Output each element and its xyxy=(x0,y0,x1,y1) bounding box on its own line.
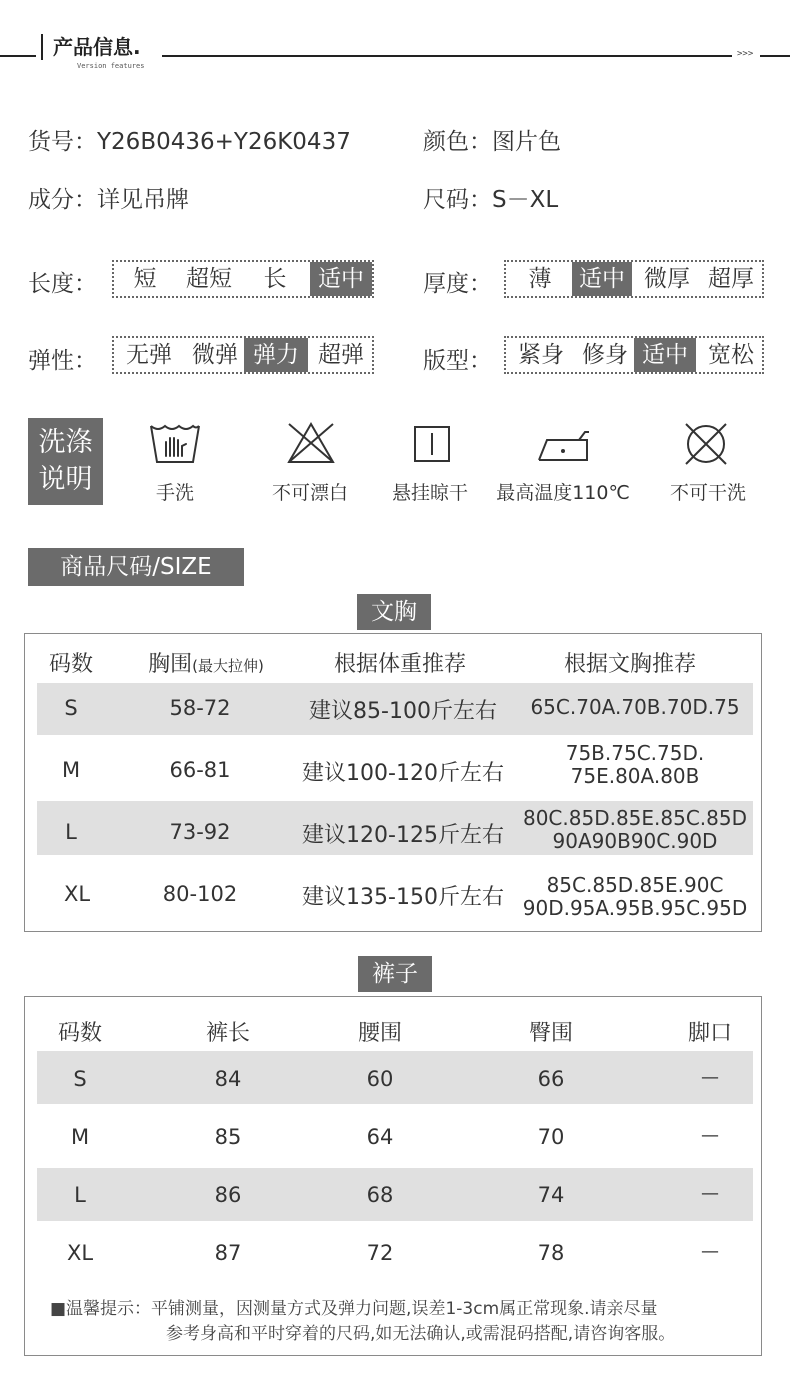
pants-row-s-waist: 60 xyxy=(366,1067,394,1091)
pants-row-l-waist: 68 xyxy=(366,1183,394,1207)
bra-row-l-bra-line2: 90A90B90C.90D xyxy=(552,829,718,853)
bra-table-title: 文胸 xyxy=(357,594,431,630)
length-option-long: 长 xyxy=(263,266,287,292)
elasticity-option-none: 无弹 xyxy=(126,342,172,368)
header-rule-left xyxy=(0,55,36,57)
fit-option-slim: 修身 xyxy=(582,342,628,368)
bra-row-l-chest: 73-92 xyxy=(169,820,231,844)
bra-header-chest-note: (最大拉伸) xyxy=(192,657,264,675)
bra-row-s-chest: 58-72 xyxy=(169,696,231,720)
material-info: 成分：详见吊牌 xyxy=(28,187,189,213)
elasticity-option-slight: 微弹 xyxy=(192,342,238,368)
bra-row-s-bra: 65C.70A.70B.70D.75 xyxy=(530,695,740,719)
pants-row-l-hip: 74 xyxy=(537,1183,565,1207)
bra-row-m-bra-line1: 75B.75C.75D. xyxy=(565,741,705,765)
header-arrows: >>> xyxy=(737,49,754,59)
bra-row-xl-chest: 80-102 xyxy=(162,882,238,906)
pants-header-hip: 臀围 xyxy=(528,1021,573,1046)
thickness-option-medium-selected: 适中 xyxy=(572,262,632,296)
bra-row-s-weight: 建议85-100斤左右 xyxy=(309,699,497,724)
thickness-options xyxy=(504,260,764,298)
iron-110-icon xyxy=(535,428,591,464)
bra-row-l-size: L xyxy=(65,820,77,844)
elasticity-option-super: 超弹 xyxy=(318,342,364,368)
no-dry-clean-icon xyxy=(682,420,730,468)
thickness-label: 厚度： xyxy=(423,271,492,297)
fit-option-tight: 紧身 xyxy=(518,342,564,368)
elasticity-option-elastic-selected: 弹力 xyxy=(244,338,308,372)
elasticity-label: 弹性： xyxy=(28,348,97,374)
thickness-option-thin: 薄 xyxy=(528,266,552,292)
thickness-option-extra-thick: 超厚 xyxy=(708,266,754,292)
item-number: 货号：Y26B0436+Y26K0437 xyxy=(28,129,351,155)
bra-row-l-weight: 建议120-125斤左右 xyxy=(302,823,504,848)
header-rule-right xyxy=(162,55,732,57)
fit-option-regular-selected: 适中 xyxy=(634,338,696,372)
no-bleach-label: 不可漂白 xyxy=(271,482,348,504)
page-title: 产品信息. xyxy=(53,35,141,59)
pants-row-xl-waist: 72 xyxy=(366,1241,394,1265)
pants-row-l-size: L xyxy=(74,1183,86,1207)
header-rule-end xyxy=(760,55,790,57)
bra-header-bra: 根据文胸推荐 xyxy=(563,652,696,677)
bra-header-chest xyxy=(126,647,286,678)
pants-row-xl-hem: — xyxy=(701,1241,719,1262)
elasticity-options xyxy=(112,336,374,374)
pants-row-xl-hip: 78 xyxy=(537,1241,565,1265)
pants-row-s-length: 84 xyxy=(214,1067,242,1091)
page-subtitle: Version features xyxy=(77,62,145,70)
measurement-note-line2: 参考身高和平时穿着的尺码,如无法确认,或需混码搭配,请咨询客服。 xyxy=(166,1324,676,1344)
bra-header-size: 码数 xyxy=(48,652,93,677)
fit-label: 版型： xyxy=(423,348,492,374)
pants-row-s-size: S xyxy=(73,1067,87,1091)
bra-row-s-size: S xyxy=(64,696,78,720)
no-dry-clean-label: 不可干洗 xyxy=(669,482,746,504)
hand-wash-label: 手洗 xyxy=(155,482,194,504)
pants-row-xl-size: XL xyxy=(66,1241,94,1265)
fit-option-loose: 宽松 xyxy=(708,342,754,368)
pants-row-s-hem: — xyxy=(701,1067,719,1088)
size-range-info: 尺码：S－XL xyxy=(423,187,559,213)
pants-row-s-hip: 66 xyxy=(537,1067,565,1091)
bra-row-xl-bra-line2: 90D.95A.95B.95C.95D xyxy=(522,896,748,920)
bra-row-m-bra-line2: 75E.80A.80B xyxy=(570,764,700,788)
measurement-note-line1: ■温馨提示：平铺测量，因测量方式及弹力问题,误差1-3cm属正常现象.请亲尽量 xyxy=(50,1299,658,1319)
color-info: 颜色：图片色 xyxy=(423,129,561,155)
size-section-title: 商品尺码/SIZE xyxy=(28,548,244,586)
length-label: 长度： xyxy=(28,271,97,297)
bra-header-chest-label: 胸围 xyxy=(148,652,193,677)
thickness-option-slightly-thick: 微厚 xyxy=(644,266,690,292)
hang-dry-icon xyxy=(413,425,451,465)
pants-header-hem: 脚口 xyxy=(687,1021,732,1046)
bra-row-l-bra-line1: 80C.85D.85E.85C.85D xyxy=(522,806,748,830)
pants-row-m-hem: — xyxy=(701,1125,719,1146)
bra-row-m-weight: 建议100-120斤左右 xyxy=(302,761,504,786)
pants-header-waist: 腰围 xyxy=(357,1021,402,1046)
hang-dry-label: 悬挂晾干 xyxy=(391,482,468,504)
washing-title-line2: 说明 xyxy=(38,464,93,495)
pants-row-l-hem: — xyxy=(701,1183,719,1204)
pants-row-m-waist: 64 xyxy=(366,1125,394,1149)
bra-header-weight: 根据体重推荐 xyxy=(333,652,466,677)
pants-table-title: 裤子 xyxy=(358,956,432,992)
pants-row-m-size: M xyxy=(70,1125,90,1149)
pants-row-l-length: 86 xyxy=(214,1183,242,1207)
iron-temp-label: 最高温度110℃ xyxy=(496,482,630,504)
length-option-extra-short: 超短 xyxy=(186,266,232,292)
pants-row-m-length: 85 xyxy=(214,1125,242,1149)
pants-row-xl-length: 87 xyxy=(214,1241,242,1265)
bra-row-m-chest: 66-81 xyxy=(169,758,231,782)
header-divider xyxy=(41,34,43,60)
pants-row-m-hip: 70 xyxy=(537,1125,565,1149)
length-options xyxy=(112,260,374,298)
bra-row-xl-size: XL xyxy=(63,882,91,906)
fit-options xyxy=(504,336,764,374)
hand-wash-icon xyxy=(148,420,202,466)
pants-header-size: 码数 xyxy=(57,1021,102,1046)
no-bleach-icon xyxy=(285,420,337,466)
bra-row-m-size: M xyxy=(61,758,81,782)
washing-title-line1: 洗涤 xyxy=(38,427,93,458)
length-option-medium-selected: 适中 xyxy=(310,262,372,296)
bra-row-xl-bra-line1: 85C.85D.85E.90C xyxy=(546,873,724,897)
pants-header-length: 裤长 xyxy=(205,1021,250,1046)
length-option-short: 短 xyxy=(133,266,157,292)
washing-title xyxy=(28,418,103,505)
bra-row-xl-weight: 建议135-150斤左右 xyxy=(302,885,504,910)
